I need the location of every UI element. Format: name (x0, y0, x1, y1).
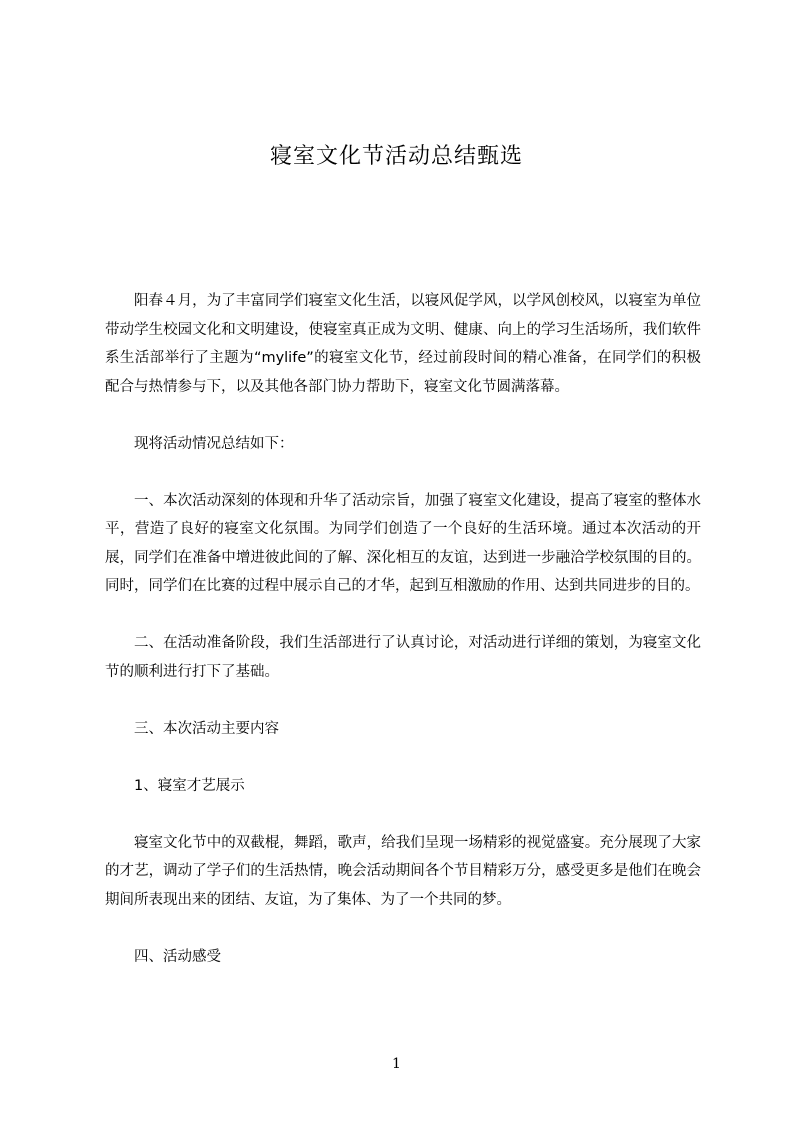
paragraph-spacer (105, 686, 701, 715)
heading-section-three: 三、本次活动主要内容 (134, 720, 279, 737)
paragraph-spacer (105, 800, 701, 829)
paragraph-spacer (105, 743, 701, 772)
page-number: 1 (392, 1056, 401, 1072)
document-title: 寝室文化节活动总结甄选 (269, 144, 523, 169)
paragraph-spacer (105, 914, 701, 943)
paragraph-spacer (105, 458, 701, 487)
paragraph-summary-lead: 现将活动情况总结如下： (134, 435, 294, 452)
paragraph-talent-show: 寝室文化节中的双截棍，舞蹈，歌声，给我们呈现一场精彩的视觉盛宴。充分展现了大家的才艺，调动了学子们的生活热情，晚会活动期间各个节目精彩万分，感受更多是他们在晚会期间所表现出来的团结、友谊，为了集体、为了一个共同的梦。 (105, 834, 701, 908)
paragraph-intro: 阳春４月，为了丰富同学们寝室文化生活，以寝风促学风，以学风创校风，以寝室为单位带动学生校园文化和文明建设，使寝室真正成为文明、健康、向上的学习生活场所，我们软件系生活部举行了主题为“mylife”的寝室文化节，经过前段时间的精心准备，在同学们的积极配合与热情参与下，以及其他各部门协力帮助下，寝室文化节圆满落幕。 (105, 293, 701, 395)
heading-subsection-talent: 1、寝室才艺展示 (134, 777, 245, 794)
heading-section-four: 四、活动感受 (134, 948, 221, 965)
paragraph-spacer (105, 601, 701, 630)
paragraph-spacer (105, 401, 701, 430)
document-body (105, 287, 701, 971)
paragraph-section-one: 一、本次活动深刻的体现和升华了活动宗旨，加强了寝室文化建设，提高了寝室的整体水平，营造了良好的寝室文化氛围。为同学们创造了一个良好的生活环境。通过本次活动的开展，同学们在准备中增进彼此间的了解、深化相互的友谊，达到进一步融洽学校氛围的目的。同时，同学们在比赛的过程中展示自己的才华，起到互相激励的作用、达到共同进步的目的。 (105, 492, 701, 594)
paragraph-section-two: 二、在活动准备阶段，我们生活部进行了认真讨论，对活动进行详细的策划，为寝室文化节的顺利进行打下了基础。 (105, 635, 701, 680)
